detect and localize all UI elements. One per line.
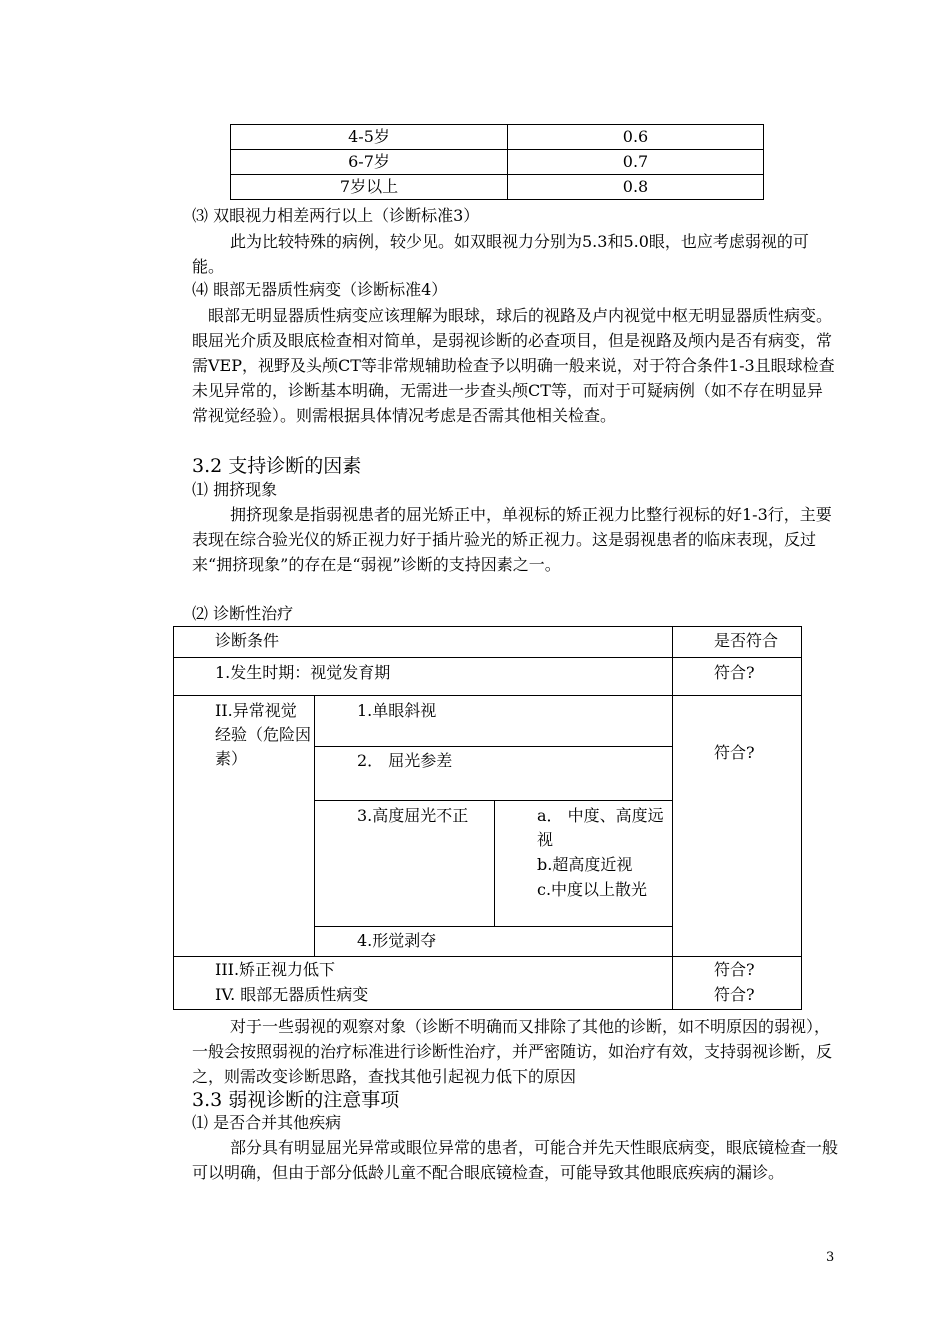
vision-cell: 0.8 [508, 175, 764, 200]
table-row [231, 125, 764, 150]
diagnostic-treatment-heading: ⑵ 诊断性治疗 [192, 604, 294, 623]
age-cell: 7岁以上 [231, 175, 508, 200]
table-row [231, 175, 764, 200]
header-condition: 诊断条件 [215, 631, 280, 650]
condition-2-item-3: 3.高度屈光不正 [357, 806, 469, 825]
diagnosis-table [173, 626, 802, 1010]
criterion-4-text: 眼部无明显器质性病变应该理解为眼球，球后的视路及卢内视觉中枢无明显器质性病变。眼屈光介质及眼底检查相对简单，是弱视诊断的必查项目，但是视路及颅内是否有病变，常需VEP，视野及头颅CT等非常规辅助检查予以明确一般来说，对于符合条件1-3且眼球检查未见异常的，诊断基本明确，无需进一步查头颅CT等，而对于可疑病例（如不存在明显异常视觉经验）。则需根据具体情况考虑是否需其他相关检查。 [192, 306, 835, 425]
condition-2: II.异常视觉经验（危险因素） [215, 701, 312, 768]
condition-3-match: 符合? [714, 960, 755, 979]
condition-2-match: 符合? [714, 743, 755, 762]
crowding-text: 拥挤现象是指弱视患者的屈光矫正中，单视标的矫正视力比整行视标的好1-3行，主要表现在综合验光仪的矫正视力好于插片验光的矫正视力。这是弱视患者的临床表现，反过来“拥挤现象”的存在是“弱视”诊断的支持因素之一。 [192, 505, 832, 574]
condition-3: III.矫正视力低下 [215, 960, 336, 979]
age-cell: 4-5岁 [231, 125, 508, 150]
condition-1: 1.发生时期：视觉发育期 [215, 663, 391, 682]
criterion-3-heading: ⑶ 双眼视力相差两行以上（诊断标准3） [192, 206, 480, 225]
diagnostic-treatment-text: 对于一些弱视的观察对象（诊断不明确而又排除了其他的诊断，如不明原因的弱视），一般会按照弱视的治疗标准进行诊断性治疗，并严密随访，如治疗有效，支持弱视诊断，反之，则需改变诊断思路，查找其他引起视力低下的原因 [192, 1017, 833, 1086]
condition-4: IV. 眼部无器质性病变 [215, 985, 369, 1004]
page-number: 3 [826, 1250, 835, 1265]
header-match: 是否符合 [714, 631, 779, 650]
other-disease-text: 部分具有明显屈光异常或眼位异常的患者，可能合并先天性眼底病变，眼底镜检查一般可以明确，但由于部分低龄儿童不配合眼底镜检查，可能导致其他眼底疾病的漏诊。 [192, 1138, 839, 1182]
section-3-2-heading: 3.2 支持诊断的因素 [192, 455, 362, 477]
condition-4-match: 符合? [714, 985, 755, 1004]
table-row [231, 150, 764, 175]
section-3-3-heading: 3.3 弱视诊断的注意事项 [192, 1089, 400, 1111]
condition-2-item-2: 2． 屈光参差 [357, 751, 453, 770]
age-cell: 6-7岁 [231, 150, 508, 175]
condition-2-item-3a: a． 中度、高度远视 [537, 806, 664, 849]
condition-2-item-3b: b.超高度近视 [537, 855, 633, 874]
condition-2-item-1: 1.单眼斜视 [357, 701, 437, 720]
condition-2-item-4: 4.形觉剥夺 [357, 931, 437, 950]
condition-1-match: 符合? [714, 663, 755, 682]
age-vision-table [230, 124, 764, 200]
criterion-4-heading: ⑷ 眼部无器质性病变（诊断标准4） [192, 280, 448, 299]
crowding-heading: ⑴ 拥挤现象 [192, 480, 278, 499]
vision-cell: 0.7 [508, 150, 764, 175]
vision-cell: 0.6 [508, 125, 764, 150]
condition-2-item-3c: c.中度以上散光 [537, 880, 648, 899]
other-disease-heading: ⑴ 是否合并其他疾病 [192, 1113, 342, 1132]
criterion-3-text: 此为比较特殊的病例，较少见。如双眼视力分别为5.3和5.0眼，也应考虑弱视的可能。 [192, 232, 809, 276]
